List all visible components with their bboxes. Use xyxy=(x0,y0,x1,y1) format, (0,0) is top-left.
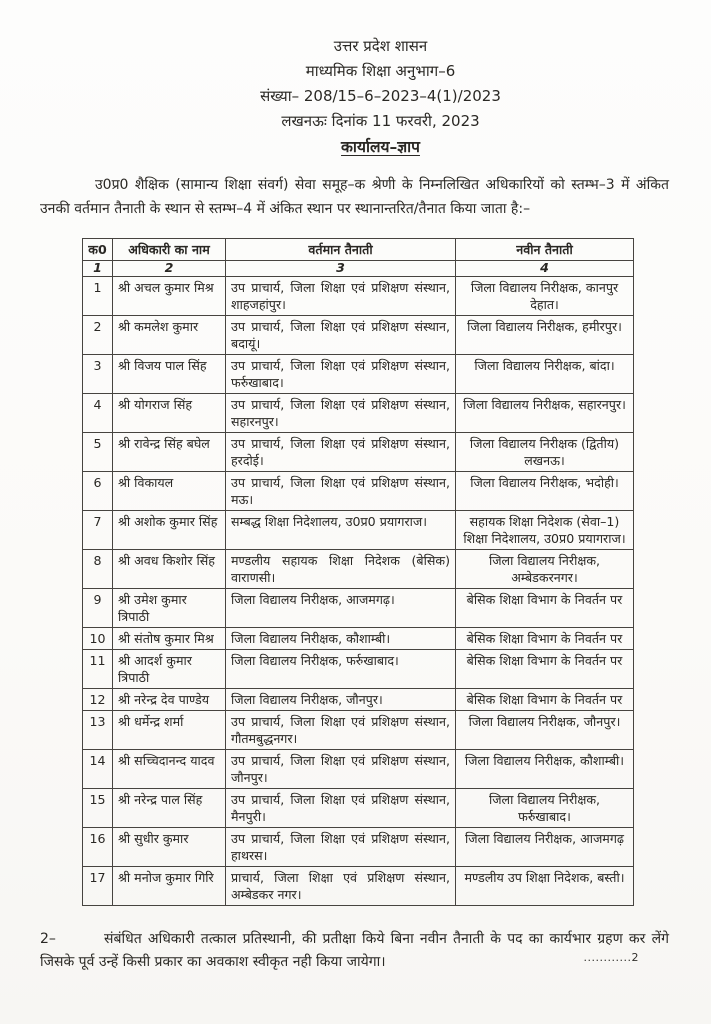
col-number-1: 1 xyxy=(83,261,113,277)
row-new-posting: बेसिक शिक्षा विभाग के निवर्तन पर xyxy=(456,589,634,628)
row-current-posting: उप प्राचार्य, जिला शिक्षा एवं प्रशिक्षण संस्थान, बदायूं। xyxy=(226,316,456,355)
transfer-table xyxy=(82,238,634,906)
row-officer-name: श्री संतोष कुमार मिश्र xyxy=(113,628,226,650)
row-current-posting: उप प्राचार्य, जिला शिक्षा एवं प्रशिक्षण संस्थान, हाथरस। xyxy=(226,828,456,867)
row-serial-number: 9 xyxy=(83,589,113,628)
row-serial-number: 15 xyxy=(83,789,113,828)
row-serial-number: 7 xyxy=(83,511,113,550)
row-officer-name: श्री रावेन्द्र सिंह बघेल xyxy=(113,433,226,472)
table-row xyxy=(83,589,634,628)
row-current-posting: जिला विद्यालय निरीक्षक, कौशाम्बी। xyxy=(226,628,456,650)
table-row xyxy=(83,867,634,906)
col-number-2: 2 xyxy=(113,261,226,277)
table-body xyxy=(83,277,634,906)
intro-paragraph: उ0प्र0 शैक्षिक (सामान्य शिक्षा संवर्ग) सेवा समूह–क श्रेणी के निम्नलिखित अधिकारियों को स्तम्भ–3 में अंकित उनकी वर्तमान तैनाती के स्थान से स्तम्भ–4 में अंकित स्थान पर स्थानान्तरित/तैनात किया जाता है:– xyxy=(40,177,669,217)
government-name: उत्तर प्रदेश शासन xyxy=(333,37,428,55)
row-serial-number: 10 xyxy=(83,628,113,650)
row-new-posting: जिला विद्यालय निरीक्षक, आजमगढ़ xyxy=(456,828,634,867)
row-new-posting: जिला विद्यालय निरीक्षक, फर्रुखाबाद। xyxy=(456,789,634,828)
row-officer-name: श्री धर्मेन्द्र शर्मा xyxy=(113,711,226,750)
row-serial-number: 14 xyxy=(83,750,113,789)
row-officer-name: श्री सुधीर कुमार xyxy=(113,828,226,867)
paragraph-text: संबंधित अधिकारी तत्काल प्रतिस्थानी, की प्रतीक्षा किये बिना नवीन तैनाती के पद का कार्यभार ग्रहण कर लेंगे जिसके पूर्व उन्हें किसी प्रकार का अवकाश स्वीकृत नही किया जायेगा। xyxy=(40,931,669,970)
row-officer-name: श्री अशोक कुमार सिंह xyxy=(113,511,226,550)
row-new-posting: जिला विद्यालय निरीक्षक, अम्बेडकरनगर। xyxy=(456,550,634,589)
row-current-posting: प्राचार्य, जिला शिक्षा एवं प्रशिक्षण संस्थान, अम्बेडकर नगर। xyxy=(226,867,456,906)
paragraph-number: 2– xyxy=(40,931,56,947)
table-row xyxy=(83,277,634,316)
table-row xyxy=(83,750,634,789)
row-serial-number: 6 xyxy=(83,472,113,511)
col-header-current-posting: वर्तमान तैनाती xyxy=(226,239,456,261)
row-officer-name: श्री विजय पाल सिंह xyxy=(113,355,226,394)
row-serial-number: 8 xyxy=(83,550,113,589)
table-row xyxy=(83,628,634,650)
row-new-posting: जिला विद्यालय निरीक्षक, सहारनपुर। xyxy=(456,394,634,433)
row-officer-name: श्री सच्चिदानन्द यादव xyxy=(113,750,226,789)
page-number: ............2 xyxy=(583,951,639,964)
row-officer-name: श्री अवध किशोर सिंह xyxy=(113,550,226,589)
table-header-row xyxy=(83,239,634,261)
col-header-officer-name: अधिकारी का नाम xyxy=(113,239,226,261)
table-header xyxy=(83,239,634,277)
place-and-date: लखनऊः दिनांक 11 फरवरी, 2023 xyxy=(281,112,480,130)
table-row xyxy=(83,689,634,711)
row-serial-number: 16 xyxy=(83,828,113,867)
table-row xyxy=(83,433,634,472)
row-current-posting: उप प्राचार्य, जिला शिक्षा एवं प्रशिक्षण संस्थान, फर्रुखाबाद। xyxy=(226,355,456,394)
row-current-posting: जिला विद्यालय निरीक्षक, जौनपुर। xyxy=(226,689,456,711)
row-new-posting: सहायक शिक्षा निदेशक (सेवा–1) शिक्षा निदेशालय, उ0प्र0 प्रयागराज। xyxy=(456,511,634,550)
document-title: कार्यालय–ज्ञाप xyxy=(341,138,420,156)
row-current-posting: जिला विद्यालय निरीक्षक, फर्रुखाबाद। xyxy=(226,650,456,689)
row-serial-number: 13 xyxy=(83,711,113,750)
table-row xyxy=(83,789,634,828)
row-serial-number: 3 xyxy=(83,355,113,394)
table-row xyxy=(83,355,634,394)
row-serial-number: 2 xyxy=(83,316,113,355)
row-current-posting: उप प्राचार्य, जिला शिक्षा एवं प्रशिक्षण संस्थान, मऊ। xyxy=(226,472,456,511)
row-current-posting: सम्बद्ध शिक्षा निदेशालय, उ0प्र0 प्रयागराज। xyxy=(226,511,456,550)
row-current-posting: उप प्राचार्य, जिला शिक्षा एवं प्रशिक्षण संस्थान, हरदोई। xyxy=(226,433,456,472)
row-new-posting: बेसिक शिक्षा विभाग के निवर्तन पर xyxy=(456,689,634,711)
row-new-posting: जिला विद्यालय निरीक्षक, कौशाम्बी। xyxy=(456,750,634,789)
col-header-serial: क0 xyxy=(83,239,113,261)
table-row xyxy=(83,394,634,433)
table-row xyxy=(83,711,634,750)
row-new-posting: जिला विद्यालय निरीक्षक, कानपुर देहात। xyxy=(456,277,634,316)
col-header-new-posting: नवीन तैनाती xyxy=(456,239,634,261)
row-officer-name: श्री मनोज कुमार गिरि xyxy=(113,867,226,906)
row-officer-name: श्री योगराज सिंह xyxy=(113,394,226,433)
row-serial-number: 5 xyxy=(83,433,113,472)
row-new-posting: मण्डलीय उप शिक्षा निदेशक, बस्ती। xyxy=(456,867,634,906)
row-officer-name: श्री कमलेश कुमार xyxy=(113,316,226,355)
table-row xyxy=(83,472,634,511)
row-serial-number: 4 xyxy=(83,394,113,433)
row-current-posting: उप प्राचार्य, जिला शिक्षा एवं प्रशिक्षण संस्थान, शाहजहांपुर। xyxy=(226,277,456,316)
row-officer-name: श्री उमेश कुमार त्रिपाठी xyxy=(113,589,226,628)
row-serial-number: 12 xyxy=(83,689,113,711)
row-serial-number: 1 xyxy=(83,277,113,316)
row-officer-name: श्री विकायल xyxy=(113,472,226,511)
col-number-3: 3 xyxy=(226,261,456,277)
table-row xyxy=(83,316,634,355)
row-current-posting: जिला विद्यालय निरीक्षक, आजमगढ़। xyxy=(226,589,456,628)
table-row xyxy=(83,828,634,867)
row-officer-name: श्री नरेन्द्र पाल सिंह xyxy=(113,789,226,828)
order-number: संख्या– 208/15–6–2023–4(1)/2023 xyxy=(260,87,501,105)
row-new-posting: बेसिक शिक्षा विभाग के निवर्तन पर xyxy=(456,628,634,650)
footer-paragraph xyxy=(40,928,669,974)
row-new-posting: बेसिक शिक्षा विभाग के निवर्तन पर xyxy=(456,650,634,689)
row-current-posting: मण्डलीय सहायक शिक्षा निदेशक (बेसिक) वाराणसी। xyxy=(226,550,456,589)
section-name: माध्यमिक शिक्षा अनुभाग–6 xyxy=(305,62,456,80)
row-serial-number: 17 xyxy=(83,867,113,906)
row-current-posting: उप प्राचार्य, जिला शिक्षा एवं प्रशिक्षण संस्थान, गौतमबुद्धनगर। xyxy=(226,711,456,750)
row-officer-name: श्री अचल कुमार मिश्र xyxy=(113,277,226,316)
row-new-posting: जिला विद्यालय निरीक्षक, बांदा। xyxy=(456,355,634,394)
row-new-posting: जिला विद्यालय निरीक्षक, भदोही। xyxy=(456,472,634,511)
col-number-4: 4 xyxy=(456,261,634,277)
document-header xyxy=(0,0,711,160)
row-current-posting: उप प्राचार्य, जिला शिक्षा एवं प्रशिक्षण संस्थान, मैनपुरी। xyxy=(226,789,456,828)
table-row xyxy=(83,511,634,550)
row-officer-name: श्री आदर्श कुमार त्रिपाठी xyxy=(113,650,226,689)
row-new-posting: जिला विद्यालय निरीक्षक (द्वितीय) लखनऊ। xyxy=(456,433,634,472)
row-serial-number: 11 xyxy=(83,650,113,689)
row-new-posting: जिला विद्यालय निरीक्षक, जौनपुर। xyxy=(456,711,634,750)
row-current-posting: उप प्राचार्य, जिला शिक्षा एवं प्रशिक्षण संस्थान, सहारनपुर। xyxy=(226,394,456,433)
column-number-row xyxy=(83,261,634,277)
table-row xyxy=(83,550,634,589)
row-current-posting: उप प्राचार्य, जिला शिक्षा एवं प्रशिक्षण संस्थान, जौनपुर। xyxy=(226,750,456,789)
row-new-posting: जिला विद्यालय निरीक्षक, हमीरपुर। xyxy=(456,316,634,355)
row-officer-name: श्री नरेन्द्र देव पाण्डेय xyxy=(113,689,226,711)
table-row xyxy=(83,650,634,689)
